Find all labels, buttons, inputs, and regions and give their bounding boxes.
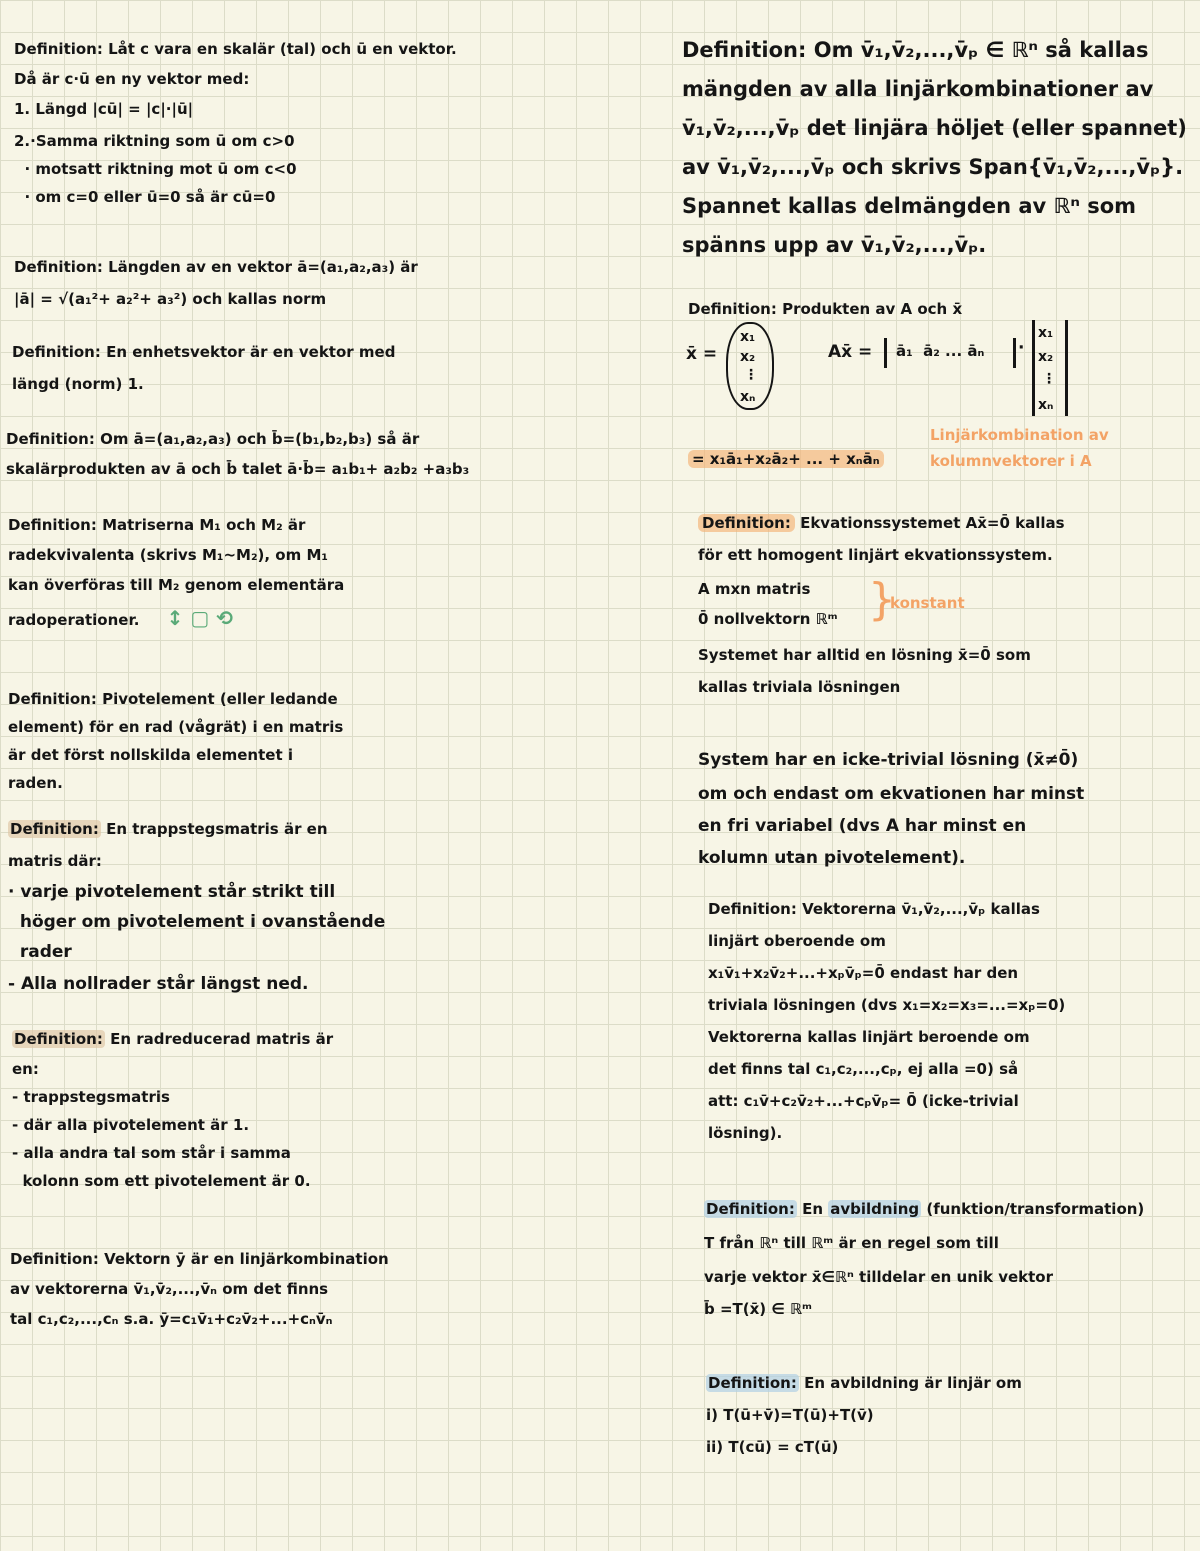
highlighted-word: avbildning xyxy=(830,1200,920,1218)
text-line: triviala lösningen (dvs x₁=x₂=x₃=...=xₚ=0) xyxy=(708,996,1066,1014)
text-span: (funktion/transformation) xyxy=(921,1200,1145,1218)
text-line: Definition: En enhetsvektor är en vektor med xyxy=(12,343,396,361)
def-unit-vector xyxy=(12,345,395,407)
x-entry: ⋮ xyxy=(1042,371,1056,387)
def-linear-combination xyxy=(10,1252,389,1342)
product-result xyxy=(688,452,884,467)
text-line: |ā| = √(a₁²+ a₂²+ a₃²) och kallas norm xyxy=(14,290,327,308)
text-line: i) T(ū+v̄)=T(ū)+T(v̄) xyxy=(706,1406,874,1424)
definition-label: Definition: xyxy=(10,820,99,838)
text-line: 1. Längd |cū| = |c|·|ū| xyxy=(14,100,194,118)
text-line: - alla andra tal som står i samma xyxy=(12,1144,291,1162)
text-span: En radreducerad matris är xyxy=(104,1030,334,1048)
text-line: Då är c·ū en ny vektor med: xyxy=(14,70,250,88)
text-line: radekvivalenta (skrivs M₁~M₂), om M₁ xyxy=(8,546,328,564)
text-line: en: xyxy=(12,1060,39,1078)
text-line xyxy=(698,516,1065,548)
x-entry: x₁ xyxy=(1038,325,1054,341)
text-line: kan överföras till M₂ genom elementära xyxy=(8,576,345,594)
text-line xyxy=(706,1376,1022,1408)
multiply-dot: · xyxy=(1018,338,1025,358)
def-linear-mapping xyxy=(706,1376,1022,1472)
text-line: v̄₁,v̄₂,...,v̄ₚ det linjära höljet (eller spannet) xyxy=(682,116,1187,140)
def-reduced-echelon xyxy=(12,1032,333,1202)
text-span: En trappstegsmatris är en xyxy=(100,820,328,838)
text-line: Definition: Matriserna M₁ och M₂ är xyxy=(8,516,306,534)
text-line: kallas triviala lösningen xyxy=(698,678,901,696)
text-line: A mxn matris xyxy=(698,580,811,598)
linear-combination-note xyxy=(930,428,1109,480)
text-line: för ett homogent linjärt ekvationssystem. xyxy=(698,546,1053,564)
text-line: varje vektor x̄∈ℝⁿ tilldelar en unik vektor xyxy=(704,1268,1054,1286)
text-line: x₁v̄₁+x₂v̄₂+...+xₚv̄ₚ=0̄ endast har den xyxy=(708,964,1019,982)
text-line: att: c₁v̄+c₂v̄₂+...+cₚv̄ₚ= 0̄ (icke-trivial xyxy=(708,1092,1019,1110)
constant-note: konstant xyxy=(890,594,965,612)
text-line: det finns tal c₁,c₂,...,cₚ, ej alla =0) så xyxy=(708,1060,1019,1078)
def-linear-independence xyxy=(708,902,1065,1158)
text-line: spänns upp av v̄₁,v̄₂,...,v̄ₚ. xyxy=(682,233,987,257)
text-line: - trappstegsmatris xyxy=(12,1088,170,1106)
text-line: · motsatt riktning mot ū om c<0 xyxy=(14,160,297,178)
text-line: längd (norm) 1. xyxy=(12,375,144,393)
def-dot-product xyxy=(6,432,469,492)
text-line: matris där: xyxy=(8,852,102,870)
text-line: raden. xyxy=(8,774,63,792)
text-line: av v̄₁,v̄₂,...,v̄ₚ och skrivs Span{v̄₁,v̄₂,...,v̄ₚ}. xyxy=(682,155,1184,179)
def-echelon-form xyxy=(8,822,385,1006)
text-line: · varje pivotelement står strikt till xyxy=(8,882,336,902)
text-line: kolumnvektorer i A xyxy=(930,452,1092,470)
text-span: Ekvationssystemet Ax̄=0̄ kallas xyxy=(794,514,1065,532)
def-span xyxy=(682,40,1187,274)
text-line: 0̄ nollvektorn ℝᵐ xyxy=(698,610,838,628)
text-line: rader xyxy=(8,942,72,962)
text-line: av vektorerna v̄₁,v̄₂,...,v̄ₙ om det finns xyxy=(10,1280,329,1298)
text-line: · om c=0 eller ū=0 så är cū=0 xyxy=(14,188,276,206)
definition-label: Definition: xyxy=(706,1200,795,1218)
x-entry: xₙ xyxy=(1038,397,1054,413)
a-matrix-columns: ā₁ ā₂ ... āₙ xyxy=(896,342,985,360)
text-line: Definition: Vektorerna v̄₁,v̄₂,...,v̄ₚ kallas xyxy=(708,900,1040,918)
text-line: höger om pivotelement i ovanstående xyxy=(8,912,386,932)
def-matrix-vector-product-title: Definition: Produkten av A och x̄ xyxy=(688,300,963,318)
ax-label: Ax̄ = xyxy=(828,342,873,362)
text-line xyxy=(704,1202,1144,1236)
text-line xyxy=(8,822,385,854)
text-line: linjärt oberoende om xyxy=(708,932,886,950)
def-row-equivalent xyxy=(8,518,344,638)
curly-brace: } xyxy=(868,574,896,625)
x-entry: xₙ xyxy=(740,389,756,405)
text-line: skalärprodukten av ā och b̄ talet ā·b̄= a₁b₁+ a₂b₂ +a₃b₃ xyxy=(6,460,470,478)
text-line: är det först nollskilda elementet i xyxy=(8,746,293,764)
text-line: T från ℝⁿ till ℝᵐ är en regel som till xyxy=(704,1234,999,1252)
text-line: Definition: Om v̄₁,v̄₂,...,v̄ₚ ∈ ℝⁿ så kallas xyxy=(682,38,1149,62)
text-line: element) för en rad (vågrät) i en matris xyxy=(8,718,344,736)
text-line: Definition: Vektorn ȳ är en linjärkombination xyxy=(10,1250,389,1268)
row-operation-icons: ↕ ▢ ⟲ xyxy=(166,606,233,630)
x-entry: x₁ xyxy=(740,329,756,345)
text-line: Linjärkombination av xyxy=(930,426,1109,444)
text-line: b̄ =T(x̄) ∈ ℝᵐ xyxy=(704,1300,813,1318)
x-entry: x₂ xyxy=(740,349,756,365)
text-line: System har en icke-trivial lösning (x̄≠0̄) xyxy=(698,750,1079,770)
def-vector-length xyxy=(14,260,418,322)
text-line: kolumn utan pivotelement). xyxy=(698,848,966,868)
definition-label: Definition: xyxy=(14,1030,103,1048)
text-line: - där alla pivotelement är 1. xyxy=(12,1116,250,1134)
text-line: Definition: Låt c vara en skalär (tal) och ū en vektor. xyxy=(14,40,457,58)
text-line xyxy=(12,1032,333,1062)
x-vector-label: x̄ = xyxy=(686,344,718,364)
def-mapping xyxy=(704,1202,1144,1334)
text-span: En avbildning är linjär om xyxy=(798,1374,1022,1392)
text-span: En xyxy=(796,1200,829,1218)
text-line: ii) T(cū) = cT(ū) xyxy=(706,1438,839,1456)
def-scalar-multiplication xyxy=(14,42,457,218)
text-span: radoperationer. xyxy=(8,611,140,629)
text-line: - Alla nollrader står längst ned. xyxy=(8,974,309,994)
text-line: Definition: Längden av en vektor ā=(a₁,a₂,a₃) är xyxy=(14,258,418,276)
text-line xyxy=(8,608,344,638)
definition-label: Definition: xyxy=(698,514,795,532)
x-entry: x₂ xyxy=(1038,349,1054,365)
text-line: om och endast om ekvationen har minst xyxy=(698,784,1085,804)
text-line: en fri variabel (dvs A har minst en xyxy=(698,816,1027,836)
nontrivial-solution-statement xyxy=(698,752,1084,882)
definition-label: Definition: xyxy=(708,1374,797,1392)
highlighted-result: = x₁ā₁+x₂ā₂+ ... + xₙāₙ xyxy=(688,450,884,468)
text-line: Definition: Om ā=(a₁,a₂,a₃) och b̄=(b₁,b₂,b₃) så är xyxy=(6,430,420,448)
text-line: 2.·Samma riktning som ū om c>0 xyxy=(14,132,295,150)
text-line: Spannet kallas delmängden av ℝⁿ som xyxy=(682,194,1137,218)
text-line: Vektorerna kallas linjärt beroende om xyxy=(708,1028,1030,1046)
x-entry: ⋮ xyxy=(744,367,758,383)
text-line: kolonn som ett pivotelement är 0. xyxy=(12,1172,311,1190)
text-line: Systemet har alltid en lösning x̄=0̄ som xyxy=(698,646,1031,664)
text-line: Definition: Pivotelement (eller ledande xyxy=(8,690,338,708)
text-line: lösning). xyxy=(708,1124,783,1142)
text-line: tal c₁,c₂,...,cₙ s.a. ȳ=c₁v̄₁+c₂v̄₂+...+cₙv̄ₙ xyxy=(10,1310,333,1328)
def-pivot-element xyxy=(8,692,343,804)
text-line: mängden av alla linjärkombinationer av xyxy=(682,77,1154,101)
